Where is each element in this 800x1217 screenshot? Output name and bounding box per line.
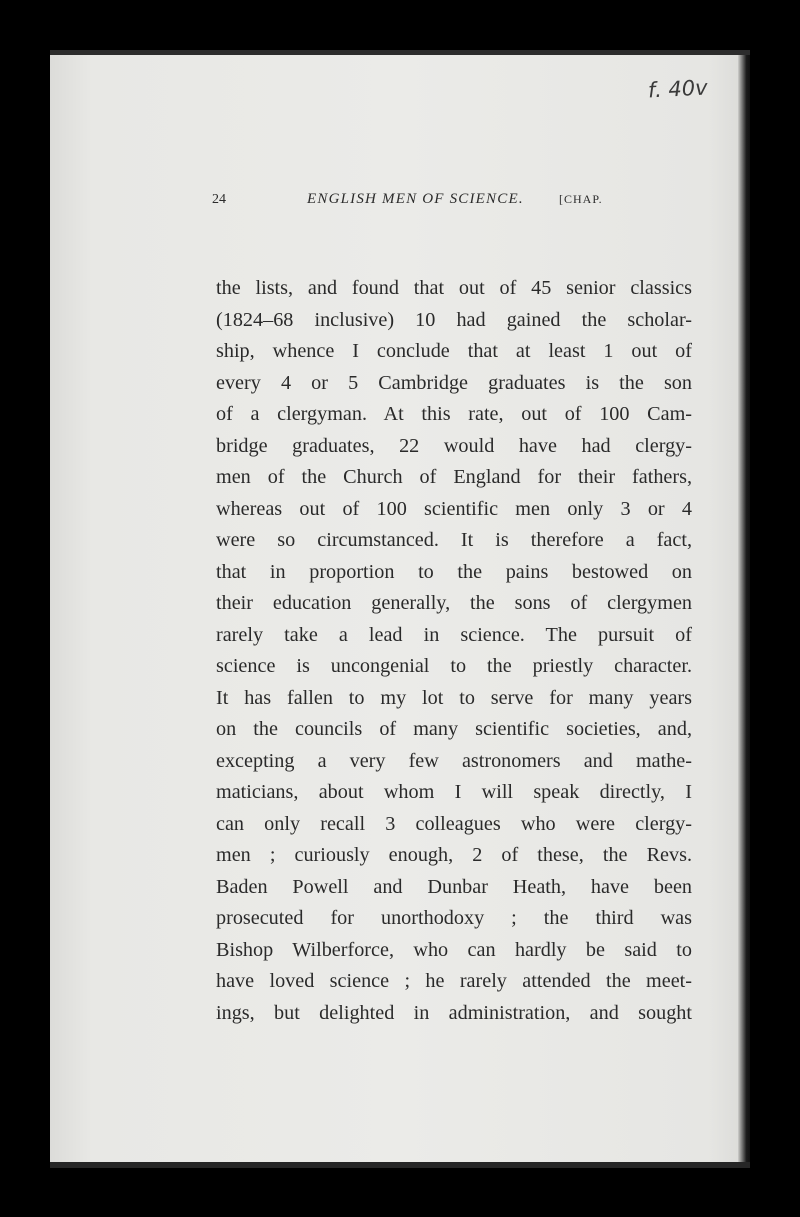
text-line: rarely take a lead in science. The pursuit of	[216, 623, 692, 646]
text-line: on the councils of many scientific societies, and,	[216, 718, 692, 740]
text-line: of a clergyman. At this rate, out of 100 Cam-	[216, 403, 692, 425]
text-line: can only recall 3 colleagues who were clergy-	[216, 812, 692, 835]
text-line: whereas out of 100 scientific men only 3 or 4	[216, 497, 692, 520]
body-text	[216, 273, 692, 1029]
text-line: prosecuted for unorthodoxy ; the third was	[216, 907, 692, 929]
book-page	[50, 50, 750, 1168]
text-line: It has fallen to my lot to serve for many years	[216, 686, 692, 709]
text-line: (1824–68 inclusive) 10 had gained the scholar-	[216, 308, 692, 331]
text-line: every 4 or 5 Cambridge graduates is the son	[216, 371, 692, 394]
text-line: men ; curiously enough, 2 of these, the Revs.	[216, 844, 692, 866]
text-line: their education generally, the sons of clergymen	[216, 592, 692, 614]
text-line: excepting a very few astronomers and mathe-	[216, 749, 692, 772]
text-line: maticians, about whom I will speak directly, I	[216, 781, 692, 803]
text-line: have loved science ; he rarely attended the meet-	[216, 970, 692, 992]
text-line: men of the Church of England for their fathers,	[216, 466, 692, 488]
text-line: the lists, and found that out of 45 senior classics	[216, 277, 692, 299]
running-head	[212, 191, 642, 213]
page-edge-shadow	[738, 55, 750, 1162]
text-line: ship, whence I conclude that at least 1 out of	[216, 340, 692, 362]
text-line: were so circumstanced. It is therefore a fact,	[216, 529, 692, 551]
text-line: ings, but delighted in administration, and sought	[216, 1001, 692, 1024]
chapter-mark: [CHAP.	[559, 192, 603, 206]
running-title: ENGLISH MEN OF SCIENCE.	[307, 191, 524, 207]
page-number: 24	[212, 192, 226, 207]
text-line: Bishop Wilberforce, who can hardly be said to	[216, 938, 692, 961]
handwritten-folio-mark: f. 40v	[647, 75, 709, 103]
text-line: bridge graduates, 22 would have had clergy-	[216, 434, 692, 457]
text-line: that in proportion to the pains bestowed on	[216, 560, 692, 583]
text-line: Baden Powell and Dunbar Heath, have been	[216, 875, 692, 898]
text-line: science is uncongenial to the priestly character.	[216, 655, 692, 677]
